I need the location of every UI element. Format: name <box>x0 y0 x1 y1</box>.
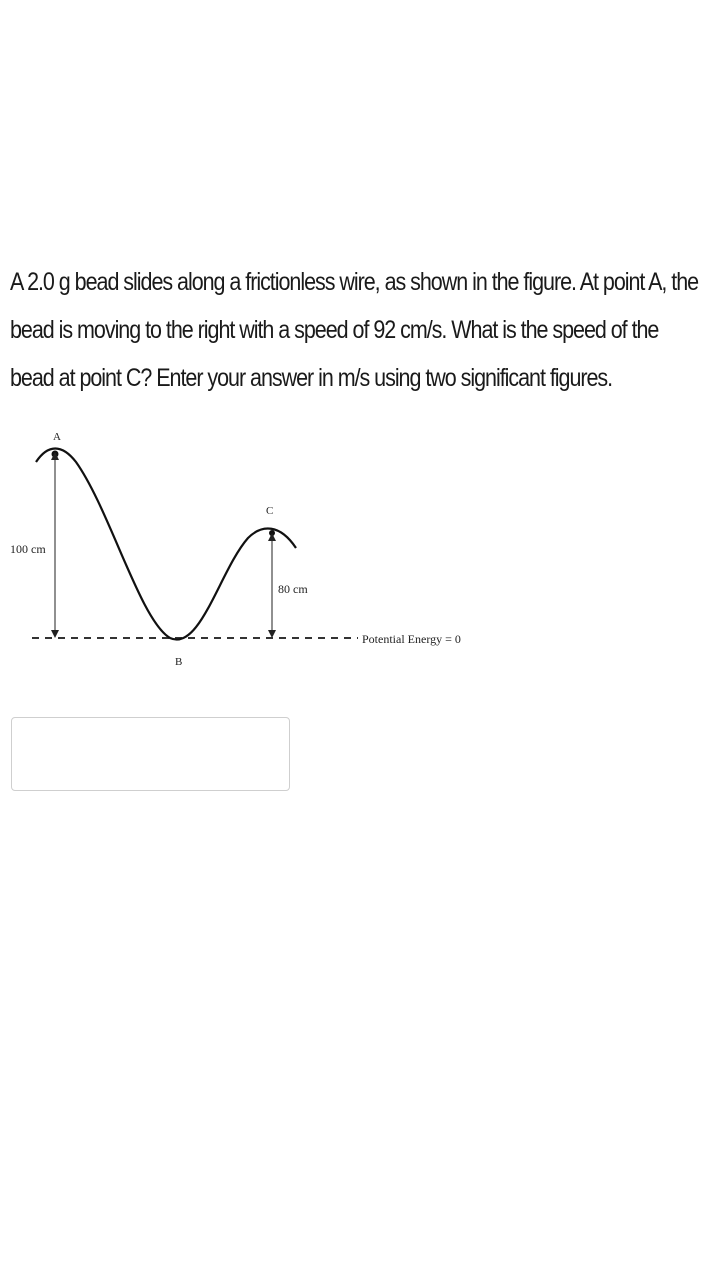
point-c-label: C <box>266 505 274 517</box>
bead-wire-figure <box>0 420 480 680</box>
height-a-label: 100 cm <box>10 542 46 556</box>
reference-label: Potential Energy = 0 <box>362 632 461 646</box>
height-a-arrowhead-bottom <box>51 630 59 638</box>
point-a-label: A <box>53 431 61 443</box>
bead-wire-diagram <box>0 420 480 680</box>
height-c-arrowhead-top <box>268 533 276 541</box>
wire-curve <box>36 449 296 640</box>
question-text: A 2.0 g bead slides along a frictionless wire, as shown in the figure. At point A, the bead is moving to the right with a speed of 92 cm/s. What is the speed of the bead at point C? Enter your answer in m/s using two significant figures. <box>10 268 699 392</box>
height-c-label: 80 cm <box>278 582 308 596</box>
answer-input[interactable] <box>11 717 290 791</box>
height-c-arrowhead-bottom <box>268 630 276 638</box>
point-b-label: B <box>175 656 183 668</box>
